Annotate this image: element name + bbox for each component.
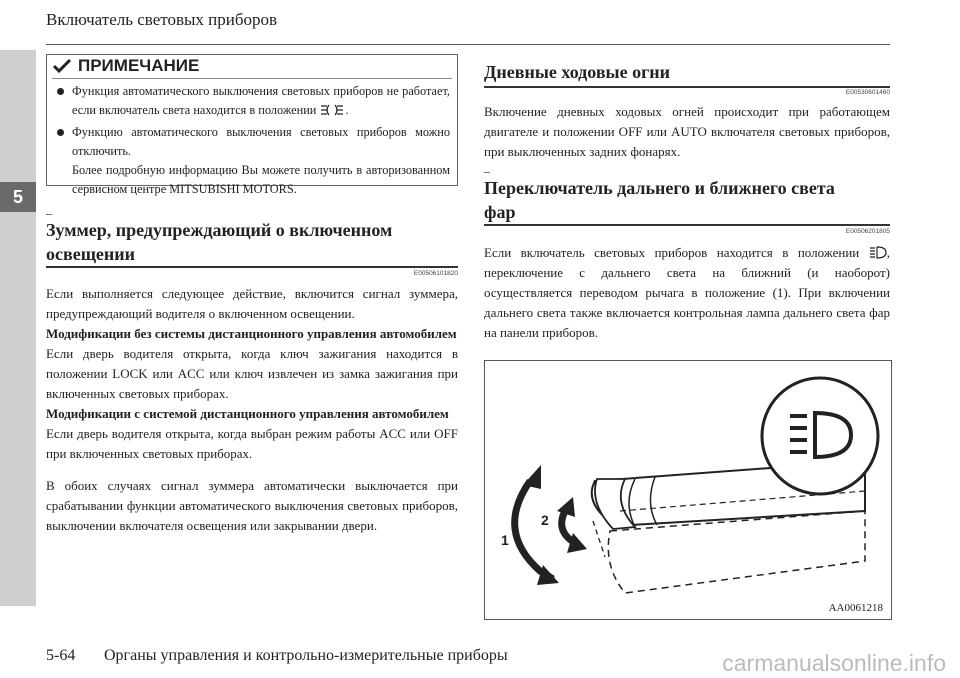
arrow-label-2: 2 xyxy=(541,512,549,528)
note-item-2 xyxy=(58,123,450,199)
position-lamp-icon xyxy=(319,104,345,116)
buzzer-title-rule xyxy=(46,266,458,268)
beam-text-b: , переключение с дальнего света на ближний (и наоборот) осуществляется переводом рычага в положение (1). При включении дальнего света также включается контрольная лампа дальнего света фар на панели приборов. xyxy=(484,245,890,340)
buzzer-body xyxy=(46,284,458,536)
page-header-title: Включатель световых приборов xyxy=(46,10,278,29)
beam-title-rule xyxy=(484,224,890,226)
figure-code: AA0061218 xyxy=(828,602,883,614)
buzzer-mod2-heading: Модификации с системой дистанционного управления автомобилем xyxy=(46,406,449,421)
drl-code: E00530601460 xyxy=(845,89,890,96)
drl-title-rule xyxy=(484,86,890,88)
check-icon xyxy=(52,58,72,74)
note-rule xyxy=(52,78,452,79)
beam-text xyxy=(484,243,890,343)
buzzer-summary: В обоих случаях сигнал зуммера автоматически выключается при срабатывании функции автоматического выключения световых приборов, выключении включателя освещения или закрывании двери. xyxy=(46,478,458,533)
buzzer-title-line1: Зуммер, предупреждающий о включенном xyxy=(46,220,393,240)
note-heading-text: ПРИМЕЧАНИЕ xyxy=(78,56,200,75)
note-item-2-line2: Более подробную информацию Вы можете получить в авторизованном сервисном центре MITSUBISHI MOTORS. xyxy=(72,163,450,196)
page-number: 5-64 xyxy=(46,647,76,664)
high-beam-inline-icon xyxy=(869,246,887,259)
header-rule xyxy=(46,44,890,45)
lever-illustration xyxy=(485,361,891,619)
chapter-sidebar xyxy=(0,50,36,606)
note-heading xyxy=(52,56,199,76)
beam-code: E00506201805 xyxy=(845,228,890,235)
arrow-label-1: 1 xyxy=(501,532,509,548)
beam-title-line1: Переключатель дальнего и ближнего света xyxy=(484,178,835,198)
beam-title-line2: фар xyxy=(484,202,516,222)
note-item-1 xyxy=(58,82,450,120)
drl-text: Включение дневных ходовых огней происходит при работающем двигателе и положении OFF или AUTO включателя световых приборов, при выключенных задних фонарях. xyxy=(484,104,890,159)
lever-figure xyxy=(484,360,892,620)
buzzer-code: E00506101820 xyxy=(413,270,458,277)
chapter-tab: 5 xyxy=(0,182,36,212)
beam-section-title xyxy=(484,176,890,224)
drl-section-title: Дневные ходовые огни xyxy=(484,62,671,82)
watermark: carmanualsonline.info xyxy=(722,650,946,676)
buzzer-mod1-text: Если дверь водителя открыта, когда ключ зажигания находится в положении LOCK или ACC или ключ извлечен из замка зажигания при включенных световых приборах. xyxy=(46,346,458,401)
note-item-1-end: . xyxy=(345,103,349,117)
footer-title: Органы управления и контрольно-измерительные приборы xyxy=(104,647,508,664)
note-item-2-line1: Функцию автоматического выключения световых приборов можно отключить. xyxy=(72,125,450,158)
note-item-1-text: Функция автоматического выключения световых приборов не работает, если включатель света находится в положении xyxy=(72,84,450,117)
buzzer-intro: Если выполняется следующее действие, включится сигнал зуммера, предупреждающий водителя о включенном освещении. xyxy=(46,286,458,321)
buzzer-section-title xyxy=(46,218,456,266)
buzzer-mod2-text: Если дверь водителя открыта, когда выбран режим работы ACC или OFF при включенных световых приборах. xyxy=(46,426,458,461)
beam-text-a: Если включатель световых приборов находится в положении xyxy=(484,245,860,260)
buzzer-title-line2: освещении xyxy=(46,244,135,264)
buzzer-mod1-heading: Модификации без системы дистанционного управления автомобилем xyxy=(46,326,457,341)
